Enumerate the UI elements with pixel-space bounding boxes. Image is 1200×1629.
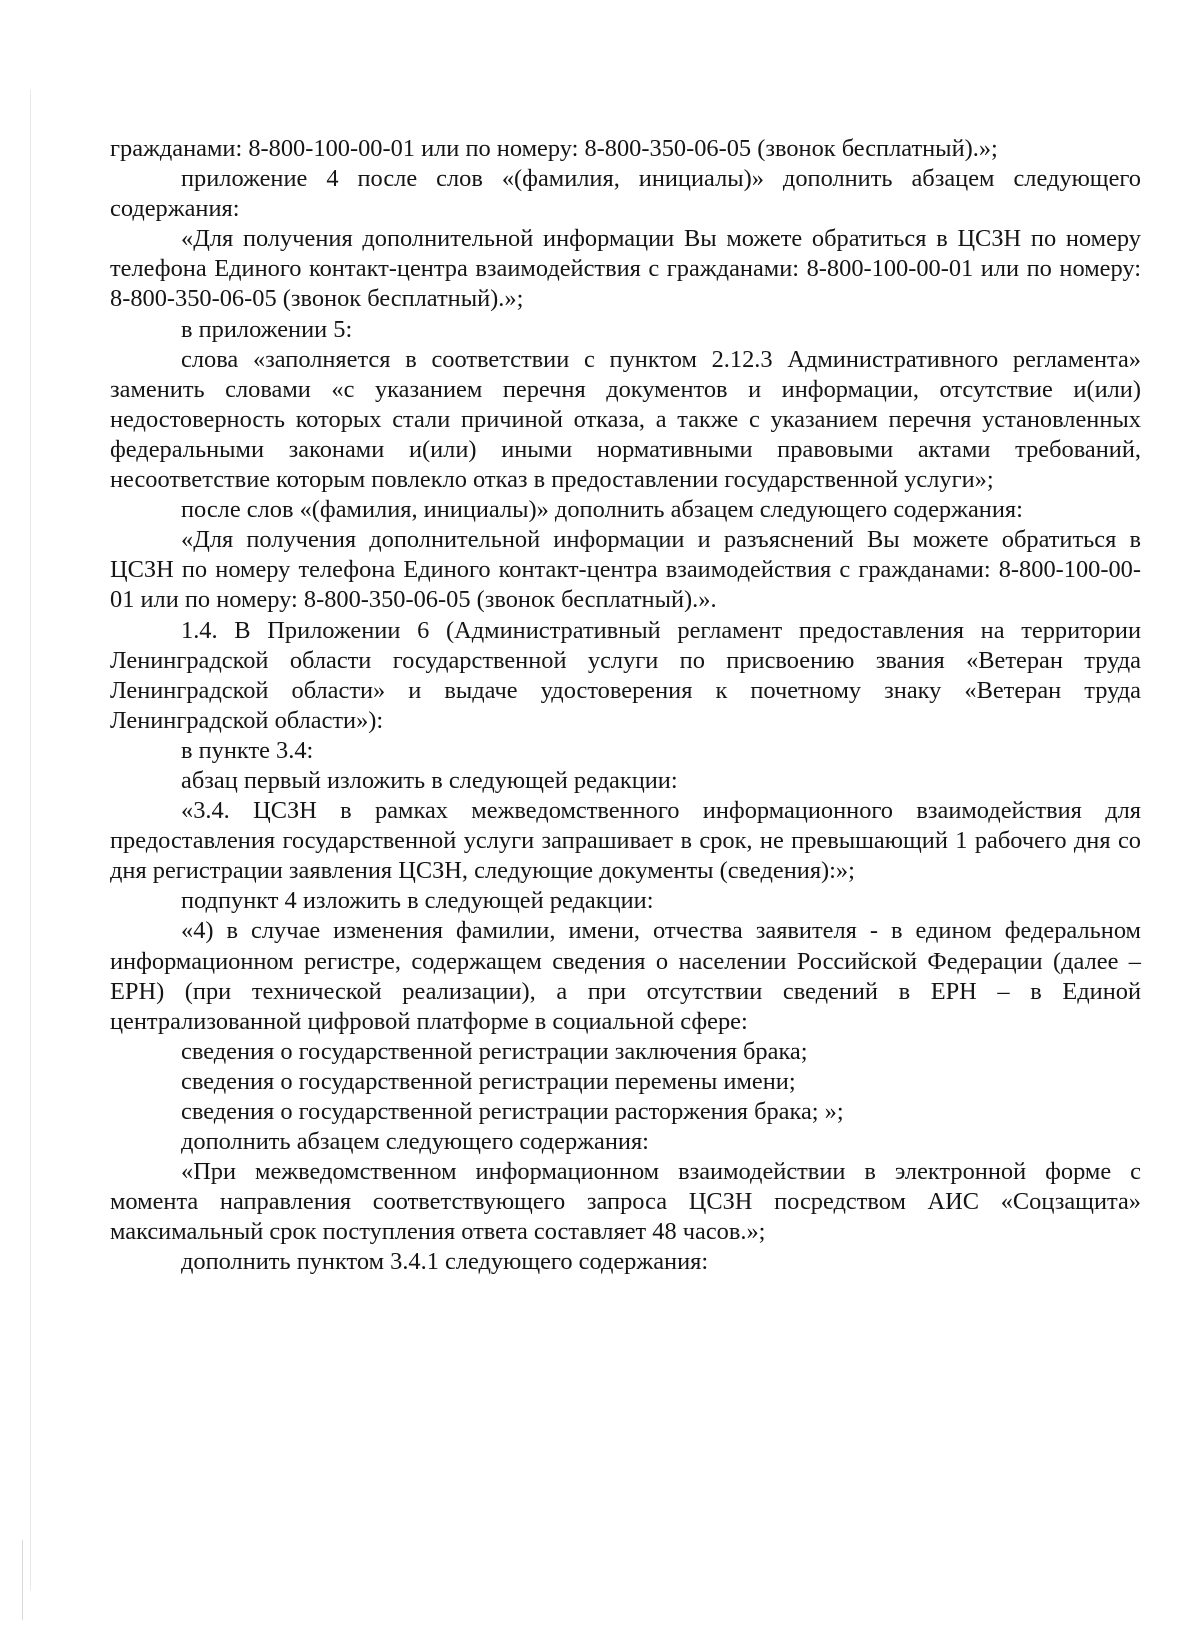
paragraph: абзац первый изложить в следующей редакции: xyxy=(181,766,678,794)
paragraph: слова «заполняется в соответствии с пунктом 2.12.3 Административного регламента» заменить словами «с указанием перечня документов и информации, отсутствие и(или) недостоверность которых стали причиной отказа, а также с указанием перечня установленных федеральными законами и(или) иными нормативными правовыми актами требований, несоответствие которым повлекло отказ в предоставлении государственной услуги»; xyxy=(110,345,1141,494)
scan-edge-mark xyxy=(22,1540,23,1620)
paragraph: приложение 4 после слов «(фамилия, инициалы)» дополнить абзацем следующего содержания: xyxy=(110,165,1141,223)
paragraph: дополнить абзацем следующего содержания: xyxy=(181,1128,649,1156)
paragraph: дополнить пунктом 3.4.1 следующего содержания: xyxy=(181,1248,709,1276)
paragraph: «Для получения дополнительной информации Вы можете обратиться в ЦСЗН по номеру телефона Единого контакт-центра взаимодействия с гражданами: 8-800-100-00-01 или по номеру: 8-800-350-06-05 (звонок бесплатный).»; xyxy=(110,225,1141,313)
paragraph: сведения о государственной регистрации перемены имени; xyxy=(181,1067,796,1095)
paragraph: гражданами: 8-800-100-00-01 или по номеру: 8-800-350-06-05 (звонок бесплатный).»; xyxy=(110,135,998,162)
paragraph: сведения о государственной регистрации расторжения брака; »; xyxy=(181,1098,844,1125)
paragraph: «При межведомственном информационном взаимодействии в электронной форме с момента направления соответствующего запроса ЦСЗН посредством АИС «Соцзащита» максимальный срок поступления ответа составляет 48 часов.»; xyxy=(110,1158,1141,1246)
paragraph: подпункт 4 изложить в следующей редакции: xyxy=(181,887,654,915)
paragraph: в пункте 3.4: xyxy=(181,736,314,764)
paragraph: сведения о государственной регистрации заключения брака; xyxy=(181,1037,808,1065)
paragraph: «Для получения дополнительной информации и разъяснений Вы можете обратиться в ЦСЗН по номеру телефона Единого контакт-центра взаимодействия с гражданами: 8-800-100-00-01 или по номеру: 8-800-350-06-05 (звонок бесплатный).». xyxy=(110,526,1141,614)
document-body xyxy=(110,134,1141,1278)
paragraph: после слов «(фамилия, инициалы)» дополнить абзацем следующего содержания: xyxy=(181,496,1023,524)
paragraph: в приложении 5: xyxy=(181,315,353,343)
scan-edge-mark xyxy=(30,90,31,1590)
paragraph: «4) в случае изменения фамилии, имени, отчества заявителя - в едином федеральном информационном регистре, содержащем сведения о населении Российской Федерации (далее – ЕРН) (при технической реализации), а при отсутствии сведений в ЕРН – в Единой централизованной цифровой платформе в социальной сфере: xyxy=(110,917,1141,1035)
paragraph: «3.4. ЦСЗН в рамках межведомственного информационного взаимодействия для предоставления государственной услуги запрашивает в срок, не превышающий 1 рабочего дня со дня регистрации заявления ЦСЗН, следующие документы (сведения):»; xyxy=(110,797,1141,885)
paragraph: 1.4. В Приложении 6 (Административный регламент предоставления на территории Ленинградской области государственной услуги по присвоению звания «Ветеран труда Ленинградской области» и выдаче удостоверения к почетному знаку «Ветеран труда Ленинградской области»): xyxy=(110,616,1141,734)
